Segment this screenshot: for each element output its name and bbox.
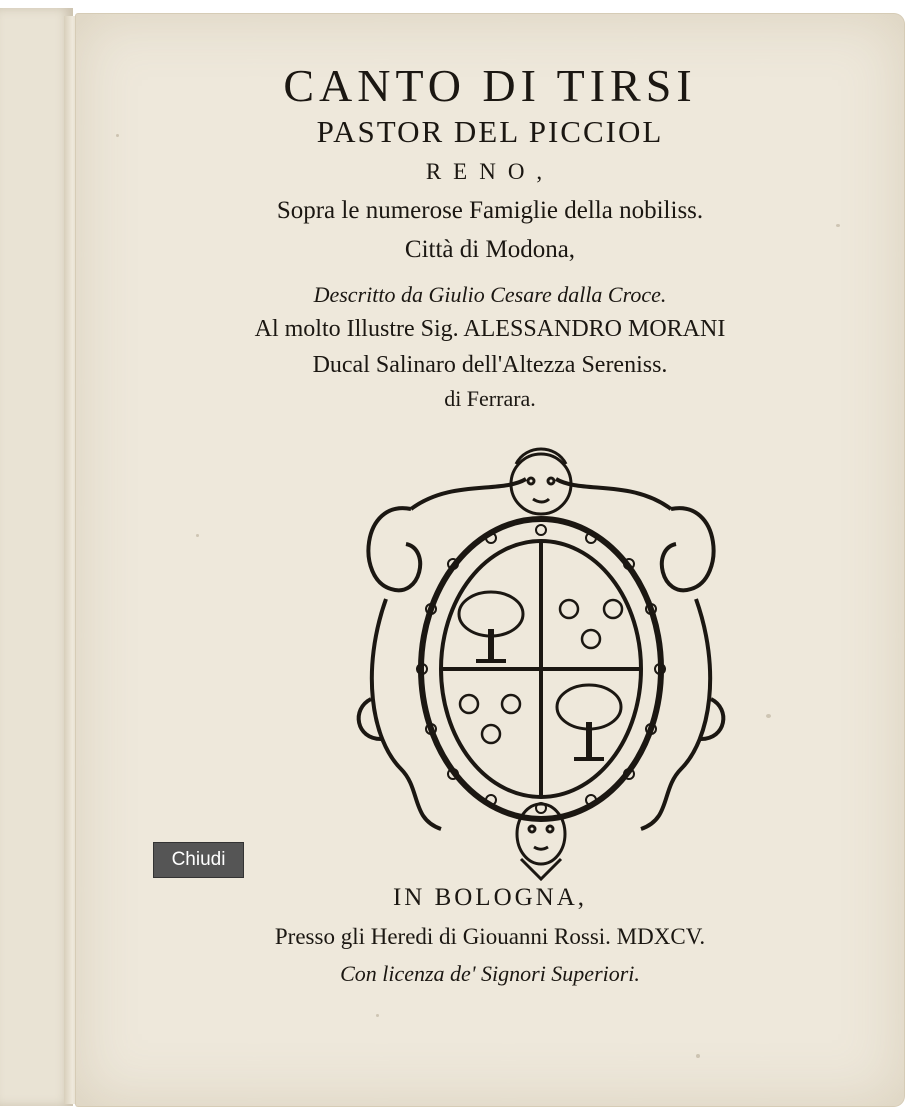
close-button[interactable]: Chiudi [153, 842, 244, 878]
dedication-line-2: Ducal Salinaro dell'Altezza Sereniss. [312, 352, 668, 378]
dedication-line-3: di Ferrara. [444, 386, 536, 411]
imprint-city: IN BOLOGNA, [392, 884, 588, 911]
imprint-license: Con licenza de' Signori Superiori. [340, 961, 640, 986]
author-line: Descritto da Giulio Cesare dalla Croce. [313, 282, 667, 307]
subtitle-line-2: Città di Modona, [404, 236, 576, 263]
dedication-line-1: Al molto Illustre Sig. ALESSANDRO MORANI [254, 316, 726, 342]
title-line-3: RENO, [425, 159, 555, 184]
title-line-1: CANTO DI TIRSI [283, 60, 697, 111]
coat-of-arms-woodcut [351, 439, 731, 884]
subtitle-line-1: Sopra le numerose Famiglie della nobiliss. [276, 197, 704, 224]
imprint-publisher: Presso gli Heredi di Giouanni Rossi. MDXCV. [274, 924, 706, 949]
previous-page-edge [0, 8, 73, 1106]
title-line-2: PASTOR DEL PICCIOL [316, 114, 664, 149]
title-page [76, 14, 904, 1106]
